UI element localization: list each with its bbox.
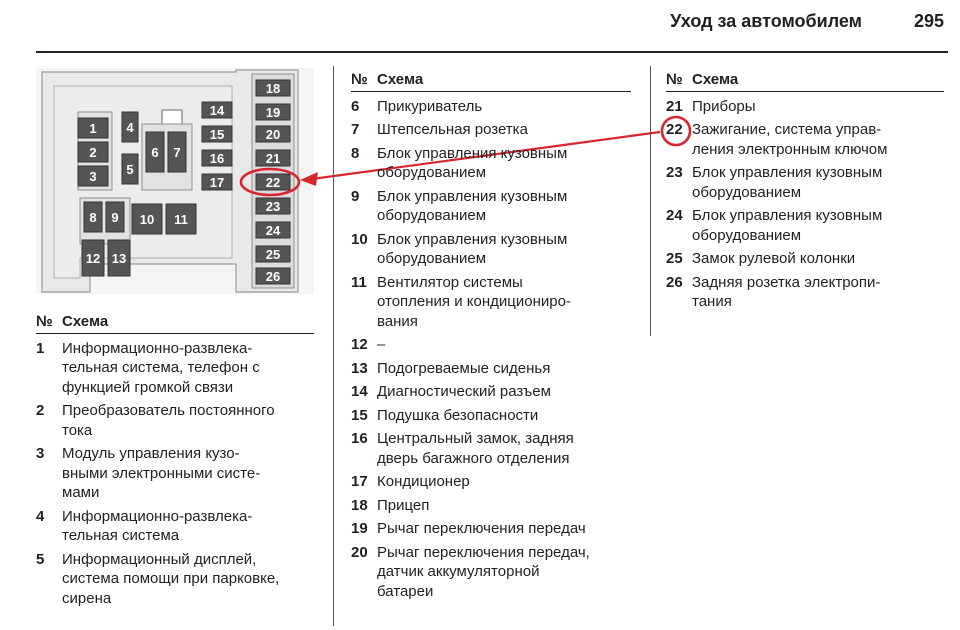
- fuse-number: 16: [351, 430, 368, 447]
- fuse-number: 18: [351, 496, 368, 514]
- fuse-description: Подушка безопасности: [377, 406, 539, 424]
- fuse-description: Блок управления кузовным оборудованием: [692, 207, 883, 244]
- legend-column-2: [351, 70, 631, 605]
- fuse-label: 7: [173, 145, 181, 160]
- fuse-description: Блок управления кузовным оборудованием: [692, 164, 883, 201]
- fuse-number: 2: [36, 402, 45, 419]
- fuse-description: Преобразователь постоянного тока: [62, 402, 275, 439]
- legend-column-3: [666, 70, 944, 316]
- legend-header: [36, 312, 314, 334]
- legend-row: [36, 339, 314, 398]
- fuse-description: Блок управления кузовным оборудованием: [377, 230, 568, 267]
- legend-row: [666, 206, 944, 245]
- legend-column-1: [36, 312, 314, 612]
- fuse-description: Блок управления кузовным оборудованием: [377, 187, 568, 224]
- fuse-label: 3: [89, 169, 97, 184]
- fuse-label: 13: [111, 251, 127, 266]
- legend-row: [351, 187, 631, 226]
- legend-row: [351, 429, 631, 468]
- fuse-description: –: [377, 336, 386, 353]
- legend-row: [351, 144, 631, 183]
- fuse-description: Приборы: [692, 97, 756, 115]
- fuse-number: 4: [36, 507, 45, 525]
- fuse-label: 18: [265, 81, 281, 96]
- legend-row: [666, 120, 944, 159]
- legend-row: [351, 382, 631, 402]
- fuse-description: Рычаг переключения передач: [377, 520, 586, 537]
- legend-row: [351, 519, 631, 539]
- fuse-number: 26: [666, 273, 683, 291]
- legend-row: [36, 507, 314, 546]
- fuse-label: 21: [265, 151, 281, 166]
- legend-row: [351, 496, 631, 516]
- fuse-label: 2: [89, 145, 97, 160]
- fuse-label: 8: [89, 210, 97, 225]
- legend-row: [351, 543, 631, 602]
- fuse-number: 8: [351, 144, 360, 162]
- fuse-description: Рычаг переключения передач, датчик аккумуляторной батареи: [377, 543, 590, 600]
- fuse-description: Замок рулевой колонки: [692, 250, 856, 267]
- fuse-label: 5: [126, 162, 134, 177]
- column-divider-2: [650, 66, 651, 336]
- fuse-label: 25: [265, 247, 281, 262]
- fuse-number: 11: [351, 273, 367, 291]
- legend-row: [666, 163, 944, 202]
- fuse-description: Вентилятор системы отопления и кондициониро- вания: [377, 273, 571, 330]
- fuse-description: Информационно-развлека- тельная система: [62, 507, 253, 544]
- fuse-label: 20: [265, 127, 281, 142]
- fuse-label: 6: [151, 145, 159, 160]
- fuse-description: Подогреваемые сиденья: [377, 359, 551, 377]
- fuse-number: 20: [351, 543, 368, 561]
- fuse-label: 22: [265, 175, 281, 190]
- fuse-label: 16: [209, 151, 225, 166]
- legend-header: [666, 70, 944, 92]
- fuse-description: Информационно-развлека- тельная система, телефон с функцией громкой связи: [62, 339, 260, 396]
- legend-row: [351, 97, 631, 117]
- legend-row: [351, 335, 631, 355]
- fuse-label: 9: [111, 210, 119, 225]
- fuse-description: Информационный дисплей, система помощи при парковке, сирена: [62, 550, 280, 607]
- legend-header-label: Схема: [62, 313, 109, 330]
- legend-row: [351, 273, 631, 332]
- fuse-description: Центральный замок, задняя дверь багажного отделения: [377, 430, 574, 467]
- legend-row: [351, 472, 631, 492]
- legend-row: [36, 550, 314, 609]
- fuse-description: Кондиционер: [377, 473, 470, 490]
- fuse-number: 17: [351, 473, 368, 490]
- fuse-label: 23: [265, 199, 281, 214]
- fuse-label: 17: [209, 175, 225, 190]
- fuse-label: 1: [89, 121, 97, 136]
- fuse-label: 12: [85, 251, 101, 266]
- fuse-label: 24: [265, 223, 281, 238]
- legend-header-label: Схема: [692, 71, 739, 88]
- fuse-number: 5: [36, 550, 45, 568]
- legend-header-num: №: [36, 313, 53, 330]
- legend-row: [666, 97, 944, 117]
- fuse-label: 11: [174, 212, 188, 227]
- legend-header-num: №: [351, 71, 368, 88]
- section-title: Уход за автомобилем: [670, 11, 862, 31]
- legend-header-label: Схема: [377, 71, 424, 88]
- legend-row: [666, 249, 944, 269]
- legend-header-num: №: [666, 71, 683, 88]
- fuse-number: 24: [666, 207, 683, 224]
- fuse-number: 19: [351, 520, 368, 537]
- fuse-description: Модуль управления кузо- вными электронными систе- мами: [62, 445, 261, 501]
- fuse-label: 19: [265, 105, 281, 120]
- legend-row: [666, 273, 944, 312]
- fuse-number: 9: [351, 187, 360, 205]
- fuse-label: 14: [209, 103, 225, 118]
- legend-row: [351, 120, 631, 140]
- legend-row: [351, 359, 631, 379]
- fuse-number: 10: [351, 230, 368, 248]
- fuse-label: 26: [265, 269, 281, 284]
- fuse-description: Диагностический разъем: [377, 383, 551, 400]
- fuse-label: 4: [126, 120, 134, 135]
- fuse-description: Прикуриватель: [377, 97, 483, 115]
- legend-row: [351, 230, 631, 269]
- fuse-label: 15: [209, 127, 225, 142]
- legend-header: [351, 70, 631, 92]
- fuse-number: 6: [351, 97, 360, 115]
- fuse-number: 14: [351, 383, 368, 400]
- legend-row: [351, 406, 631, 426]
- fuse-description: Прицеп: [377, 496, 430, 514]
- fuse-number: 23: [666, 164, 683, 181]
- fuse-description: Зажигание, система управ- ления электронным ключом: [692, 121, 888, 158]
- page-number: 295: [913, 11, 944, 31]
- fuse-number: 22: [666, 121, 683, 138]
- callout-arrowhead: [300, 172, 318, 186]
- fuse-description: Штепсельная розетка: [377, 121, 528, 138]
- fuse-label: 10: [139, 212, 155, 227]
- fuse-number: 12: [351, 336, 368, 353]
- fuse-number: 13: [351, 359, 368, 377]
- fuse-description: Задняя розетка электропи- тания: [692, 273, 881, 310]
- fuse-number: 15: [351, 406, 368, 424]
- fuse-number: 1: [36, 339, 45, 357]
- fuse-number: 21: [666, 97, 683, 115]
- legend-row: [36, 444, 314, 503]
- fuse-number: 25: [666, 250, 683, 267]
- fuse-description: Блок управления кузовным оборудованием: [377, 144, 568, 181]
- fuse-number: 7: [351, 121, 360, 138]
- column-divider-1: [333, 66, 334, 626]
- fuse-number: 3: [36, 445, 45, 462]
- legend-row: [36, 401, 314, 440]
